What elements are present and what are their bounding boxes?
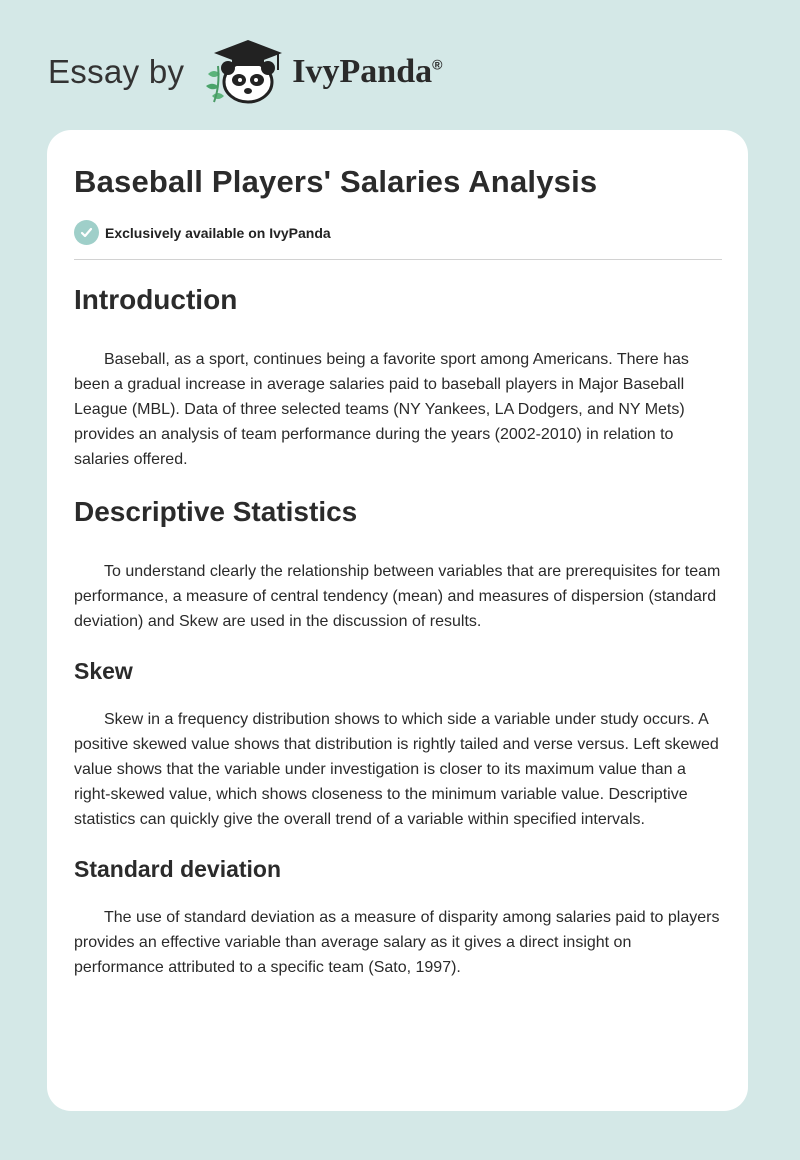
section-heading-standard-deviation: Standard deviation [74, 856, 282, 882]
badge-text: Exclusively available on IvyPanda [105, 224, 331, 241]
registered-mark: ® [432, 56, 443, 73]
article-title: Baseball Players' Salaries Analysis [74, 164, 598, 199]
article-card [47, 130, 748, 1111]
section-heading-descriptive-statistics: Descriptive Statistics [74, 496, 358, 527]
exclusive-badge [74, 220, 722, 245]
title-divider [74, 259, 722, 260]
section-body-standard-deviation: The use of standard deviation as a measure of disparity among salaries paid to players provides an effective variable than average salary as it gives a direct insight on performance attributed to a specific team (Sato, 1997). [74, 909, 720, 976]
brand-prefix: Essay by [48, 53, 185, 90]
section-body-skew: Skew in a frequency distribution shows to which side a variable under study occurs. A positive skewed value shows that distribution is rightly tailed and verse versus. Left skewed value shows that the variable under investigation is closer to its maximum value than a right-skewed value, which shows closeness to the minimum variable value. Descriptive statistics can quickly give the overall trend of a variable within specified intervals. [74, 711, 719, 828]
section-body-descriptive-statistics: To understand clearly the relationship between variables that are prerequisites for team performance, a measure of central tendency (mean) and measures of dispersion (standard deviation) and Skew are used in the discussion of results. [74, 563, 721, 630]
section-heading-skew: Skew [74, 658, 133, 684]
brand-name: IvyPanda® [292, 53, 443, 90]
site-brand[interactable] [48, 36, 442, 108]
check-icon [74, 220, 99, 245]
section-body-introduction: Baseball, as a sport, continues being a favorite sport among Americans. There has been a gradual increase in average salaries paid to baseball players in Major Baseball League (MBL). Data of three selected teams (NY Yankees, LA Dodgers, and NY Mets) provides an analysis of team performance during the years (2002-2010) in relation to salaries offered. [74, 351, 689, 468]
section-heading-introduction: Introduction [74, 284, 238, 315]
panda-logo-icon [198, 36, 288, 108]
